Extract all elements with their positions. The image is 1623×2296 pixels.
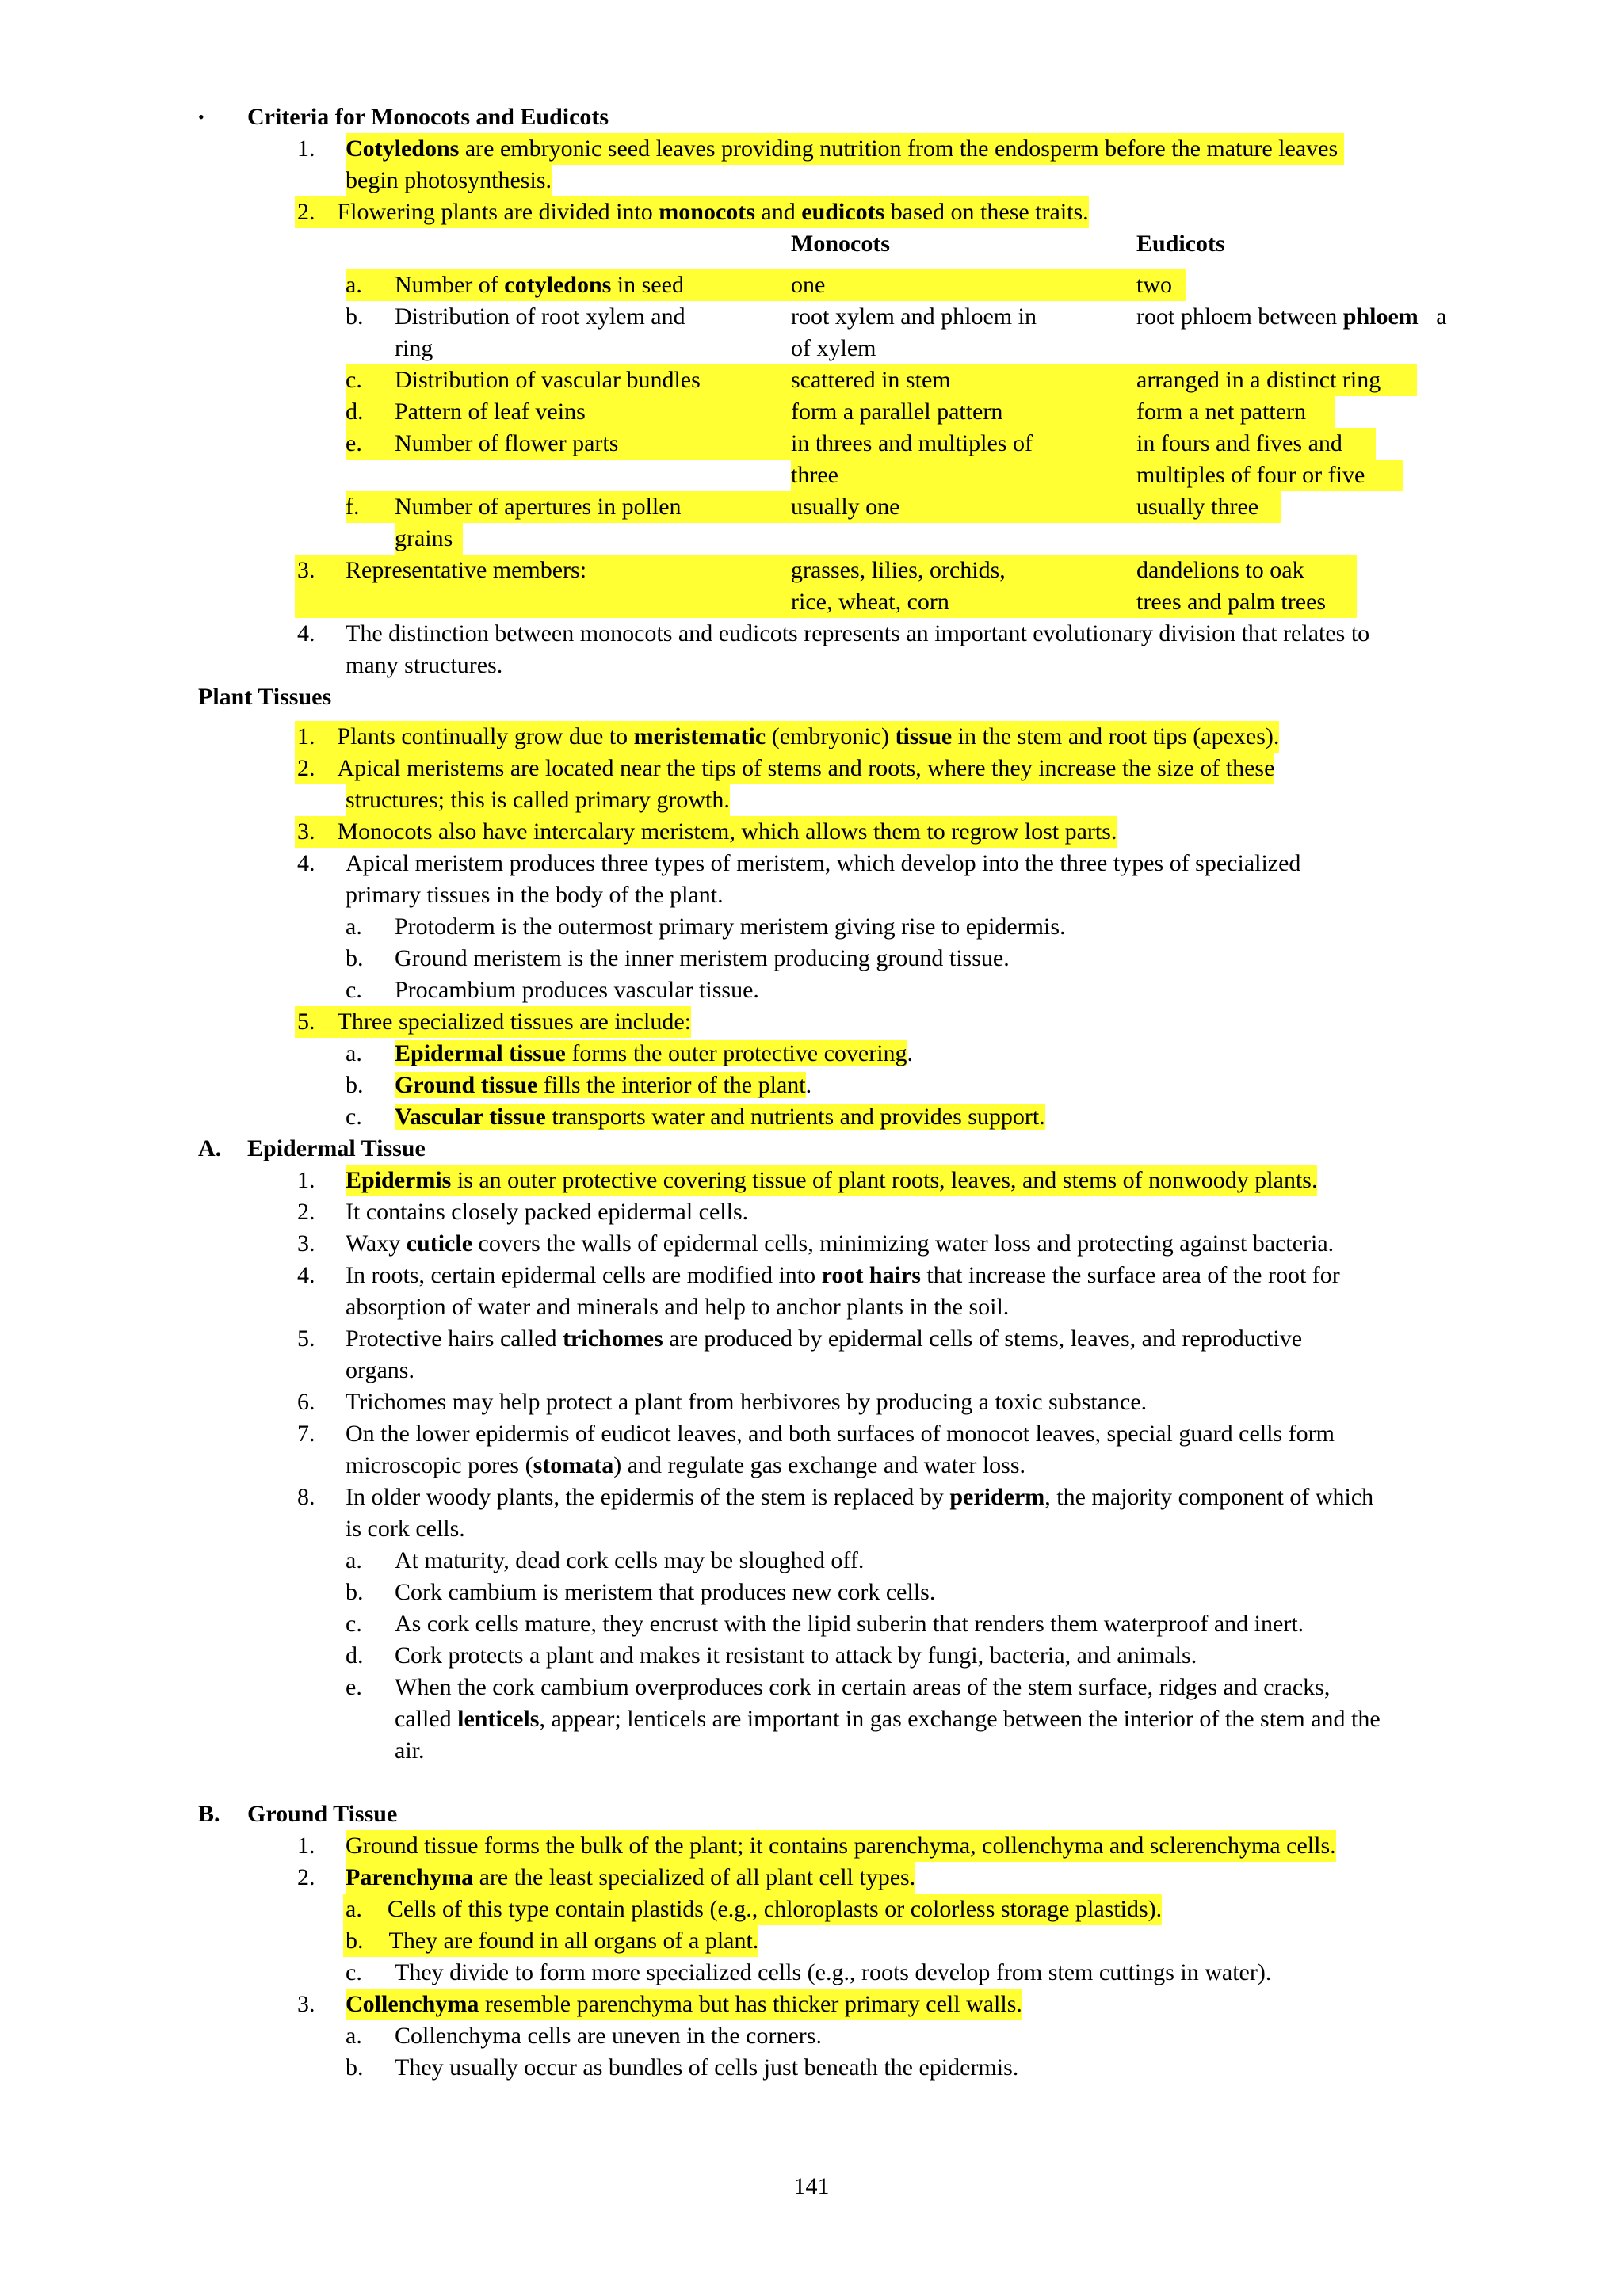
column-header-eudicots: Eudicots [1136,231,1225,257]
ground-item-2c: They divide to form more specialized cells (e.g., roots develop from stem cuttings in water). [395,1959,1272,1985]
epidermal-item-8a: At maturity, dead cork cells may be sloughed off. [395,1547,865,1573]
trait-row-e-monocot: in threes and multiples of [791,430,1033,456]
epidermal-item-8c: As cork cells mature, they encrust with the lipid suberin that renders them waterproof and inert. [395,1611,1304,1637]
bullet-icon: • [198,107,204,127]
plant-tissues-item-4b-num: b. [346,945,364,971]
plant-tissues-item-4a: Protoderm is the outermost primary meristem giving rise to epidermis. [395,913,1066,940]
ground-item-2b: b. They are found in all organs of a plant. [343,1925,758,1957]
criteria-item-1-line-2: begin photosynthesis. [346,165,552,196]
epidermal-item-8b-num: b. [346,1579,364,1605]
criteria-item-1: Cotyledons are embryonic seed leaves providing nutrition from the endosperm before the mature leaves [346,133,1344,165]
plant-tissues-heading: Plant Tissues [198,684,332,710]
ground-item-3b-num: b. [346,2054,364,2081]
trait-row-c-eudicot: arranged in a distinct ring [1136,367,1381,393]
plant-tissues-item-4: Apical meristem produces three types of meristem, which develop into the three types of specialized [346,850,1301,876]
plant-tissues-item-3: 3. Monocots also have intercalary meristem, which allows them to regrow lost parts. [295,816,1117,848]
plant-tissues-item-2: 2. Apical meristems are located near the tips of stems and roots, where they increase the size of these [295,753,1274,784]
epidermal-item-4: In roots, certain epidermal cells are modified into root hairs that increase the surface area of the root for [346,1262,1340,1288]
epidermal-item-5-num: 5. [297,1325,315,1352]
ground-item-1: Ground tissue forms the bulk of the plant; it contains parenchyma, collenchyma and sclerenchyma cells. [346,1830,1336,1862]
trait-row-b-trait-line-2: ring [395,335,433,361]
trait-row-f-eudicot: usually three [1136,494,1259,520]
trait-row-b-eudicot: root phloem between phloem a [1136,303,1447,330]
trait-row-c-letter: c. [346,367,362,393]
trait-row-a-eudicot: two [1136,272,1172,298]
trait-row-f-letter: f. [346,494,360,520]
epidermal-item-8-line-2: is cork cells. [346,1516,465,1542]
epidermal-item-2-num: 2. [297,1199,315,1225]
plant-tissues-item-5c-num: c. [346,1104,362,1130]
epidermal-item-8d-num: d. [346,1642,364,1669]
column-header-monocots: Monocots [791,231,890,257]
epidermal-item-7-num: 7. [297,1421,315,1447]
epidermal-heading: Epidermal Tissue [247,1135,426,1161]
plant-tissues-item-4-num: 4. [297,850,315,876]
criteria-item-4-line-2: many structures. [346,652,503,678]
epidermal-item-5-line-2: organs. [346,1357,414,1383]
criteria-item-4-num: 4. [297,620,315,646]
plant-tissues-item-4-line-2: primary tissues in the body of the plant. [346,882,724,908]
trait-row-c-trait: Distribution of vascular bundles [395,367,701,393]
ground-item-3: Collenchyma resemble parenchyma but has thicker primary cell walls. [346,1989,1022,2020]
criteria-heading: Criteria for Monocots and Eudicots [247,104,609,130]
epidermal-letter: A. [198,1135,222,1161]
criteria-item-2: 2. Flowering plants are divided into monocots and eudicots based on these traits. [295,196,1089,228]
ground-item-3a: Collenchyma cells are uneven in the corners. [395,2023,822,2049]
ground-item-3-num: 3. [297,1991,315,2017]
plant-tissues-item-4c: Procambium produces vascular tissue. [395,977,759,1003]
trait-row-b-letter: b. [346,303,364,330]
ground-item-2: Parenchyma are the least specialized of all plant cell types. [346,1862,915,1894]
epidermal-item-8a-num: a. [346,1547,362,1573]
plant-tissues-item-4c-num: c. [346,977,362,1003]
plant-tissues-item-5b: Ground tissue fills the interior of the plant. [395,1072,812,1098]
page-number: 141 [793,2173,830,2199]
epidermal-item-4-num: 4. [297,1262,315,1288]
trait-row-d-monocot: form a parallel pattern [791,399,1003,425]
plant-tissues-item-2-line-2: structures; this is called primary growth. [346,784,730,816]
epidermal-item-8: In older woody plants, the epidermis of the stem is replaced by periderm, the majority component of which [346,1484,1374,1510]
epidermal-item-7-line-2: microscopic pores (stomata) and regulate gas exchange and water loss. [346,1452,1026,1478]
trait-row-c-monocot: scattered in stem [791,367,951,393]
criteria-item-1-num: 1. [297,135,315,162]
ground-item-2a: a. Cells of this type contain plastids (e.g., chloroplasts or colorless storage plastids). [343,1894,1162,1925]
trait-row-a-trait: Number of cotyledons in seed [395,272,684,298]
ground-item-3a-num: a. [346,2023,362,2049]
epidermal-item-8e: When the cork cambium overproduces cork in certain areas of the stem surface, ridges and cracks, [395,1674,1331,1700]
plant-tissues-item-5a: Epidermal tissue forms the outer protective covering. [395,1040,914,1066]
ground-item-2c-num: c. [346,1959,362,1985]
trait-row-e-eudicot: in fours and fives and [1136,430,1342,456]
ground-item-3b: They usually occur as bundles of cells just beneath the epidermis. [395,2054,1019,2081]
epidermal-item-8d: Cork protects a plant and makes it resistant to attack by fungi, bacteria, and animals. [395,1642,1197,1669]
plant-tissues-item-1: 1. Plants continually grow due to meristematic (embryonic) tissue in the stem and root tips (apexes). [295,721,1279,753]
trait-row-a-letter: a. [346,272,362,298]
trait-row-d-eudicot: form a net pattern [1136,399,1307,425]
representative-monocots-line-2: rice, wheat, corn [791,589,949,615]
epidermal-item-8e-line-2: called lenticels, appear; lenticels are important in gas exchange between the interior of the stem and the [395,1706,1381,1732]
representative-eudicots: dandelions to oak [1136,557,1304,583]
trait-row-b-monocot: root xylem and phloem in [791,303,1037,330]
epidermal-item-5: Protective hairs called trichomes are produced by epidermal cells of stems, leaves, and reproductive [346,1325,1303,1352]
epidermal-item-6: Trichomes may help protect a plant from herbivores by producing a toxic substance. [346,1389,1148,1415]
epidermal-item-1-num: 1. [297,1167,315,1193]
epidermal-item-7: On the lower epidermis of eudicot leaves, and both surfaces of monocot leaves, special guard cells form [346,1421,1335,1447]
epidermal-item-6-num: 6. [297,1389,315,1415]
representative-label: Representative members: [346,557,587,583]
ground-item-2-num: 2. [297,1864,315,1890]
trait-row-f-monocot: usually one [791,494,900,520]
trait-row-d-letter: d. [346,399,364,425]
trait-row-b-monocot-line-2: of xylem [791,335,876,361]
trait-row-f-trait-line-2: grains [395,525,453,551]
trait-row-a-monocot: one [791,272,826,298]
trait-row-b-trait: Distribution of root xylem and [395,303,685,330]
representative-monocots: grasses, lilies, orchids, [791,557,1006,583]
epidermal-item-3-num: 3. [297,1230,315,1257]
representative-num: 3. [297,557,315,583]
plant-tissues-item-5c: Vascular tissue transports water and nutrients and provides support. [395,1104,1045,1130]
representative-eudicots-line-2: trees and palm trees [1136,589,1327,615]
ground-item-1-num: 1. [297,1833,315,1859]
epidermal-item-8-num: 8. [297,1484,315,1510]
ground-heading: Ground Tissue [247,1801,398,1827]
trait-row-e-trait: Number of flower parts [395,430,619,456]
epidermal-item-1: Epidermis is an outer protective covering tissue of plant roots, leaves, and stems of nonwoody plants. [346,1165,1317,1196]
plant-tissues-item-5a-num: a. [346,1040,362,1066]
trait-row-e-letter: e. [346,430,362,456]
criteria-item-4: The distinction between monocots and eudicots represents an important evolutionary division that relates to [346,620,1370,646]
plant-tissues-item-4b: Ground meristem is the inner meristem producing ground tissue. [395,945,1010,971]
plant-tissues-item-4a-num: a. [346,913,362,940]
trait-row-e-monocot-line-2: three [791,462,838,488]
trait-row-f-trait: Number of apertures in pollen [395,494,682,520]
plant-tissues-item-5: 5. Three specialized tissues are include: [295,1006,691,1038]
epidermal-item-8c-num: c. [346,1611,362,1637]
epidermal-item-8e-line-3: air. [395,1737,425,1764]
epidermal-item-3: Waxy cuticle covers the walls of epidermal cells, minimizing water loss and protecting against bacteria. [346,1230,1335,1257]
epidermal-item-8e-num: e. [346,1674,362,1700]
epidermal-item-2: It contains closely packed epidermal cells. [346,1199,749,1225]
epidermal-item-4-line-2: absorption of water and minerals and help to anchor plants in the soil. [346,1294,1010,1320]
trait-row-d-trait: Pattern of leaf veins [395,399,586,425]
plant-tissues-item-5b-num: b. [346,1072,364,1098]
trait-row-e-eudicot-line-2: multiples of four or five [1136,462,1365,488]
epidermal-item-8b: Cork cambium is meristem that produces new cork cells. [395,1579,936,1605]
ground-letter: B. [198,1801,220,1827]
